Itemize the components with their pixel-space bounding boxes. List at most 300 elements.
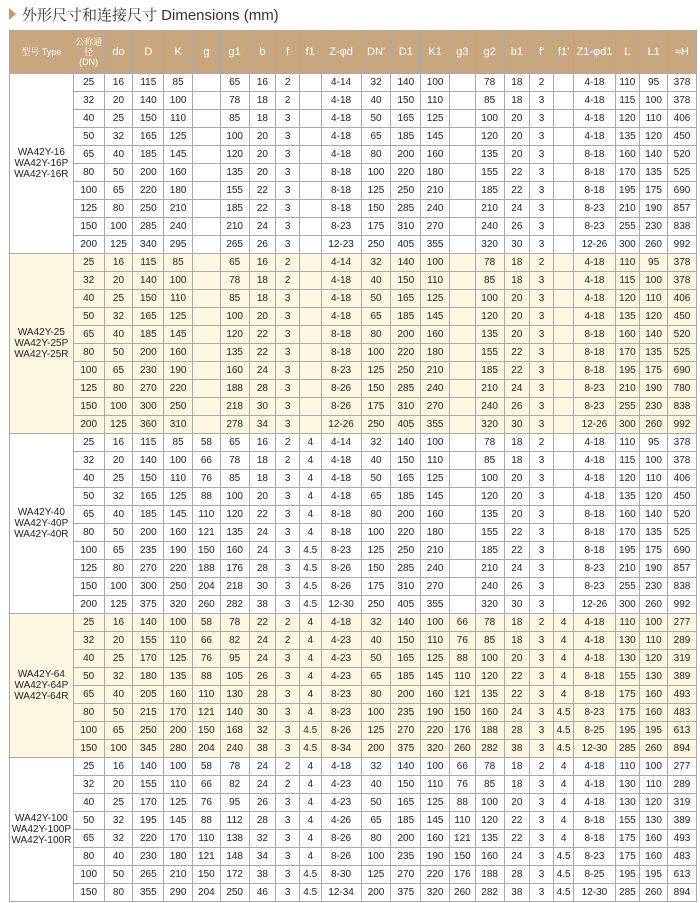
table-cell: 100 [361, 848, 391, 866]
table-cell: 200 [361, 740, 391, 758]
table-cell: 25 [104, 290, 133, 308]
table-cell: 4-18 [574, 308, 615, 326]
table-cell: 4-18 [321, 128, 361, 146]
table-cell: 120 [220, 506, 249, 524]
table-cell: 320 [475, 596, 504, 614]
table-cell: 180 [164, 182, 193, 200]
table-cell: 3 [530, 578, 554, 596]
table-cell [553, 290, 574, 308]
table-cell: 3 [530, 470, 554, 488]
table-cell: 300 [615, 596, 640, 614]
table-cell: 690 [667, 362, 696, 380]
table-cell [193, 128, 221, 146]
table-row [10, 470, 697, 488]
table-cell: 12-26 [574, 236, 615, 254]
table-cell: 20 [504, 326, 530, 344]
table-cell: 345 [133, 740, 164, 758]
table-cell: 85 [475, 632, 504, 650]
table-cell: 188 [475, 866, 504, 884]
table-cell: 22 [504, 830, 530, 848]
table-cell: 3 [530, 128, 554, 146]
table-cell: 40 [361, 632, 391, 650]
table-cell: 8-18 [321, 164, 361, 182]
table-cell: 125 [164, 308, 193, 326]
table-cell: 520 [667, 326, 696, 344]
table-cell: 24 [504, 560, 530, 578]
table-cell: 20 [104, 272, 133, 290]
table-cell: 50 [73, 488, 104, 506]
table-cell: 65 [220, 74, 249, 92]
table-cell: 8-23 [321, 542, 361, 560]
table-cell: 65 [104, 542, 133, 560]
table-row [10, 704, 697, 722]
table-cell: 8-18 [321, 326, 361, 344]
table-cell: 110 [615, 758, 640, 776]
table-cell: 4-18 [574, 650, 615, 668]
table-cell: 493 [667, 686, 696, 704]
table-cell: 100 [164, 92, 193, 110]
table-cell: 24 [249, 776, 276, 794]
table-cell: 20 [504, 794, 530, 812]
table-cell: 12-26 [574, 596, 615, 614]
table-cell [450, 164, 476, 182]
table-cell: 613 [667, 722, 696, 740]
table-cell: 100 [73, 362, 104, 380]
table-cell: 65 [73, 326, 104, 344]
table-cell: 140 [133, 614, 164, 632]
table-cell: 8-23 [574, 578, 615, 596]
table-cell [450, 362, 476, 380]
header-type: 型号 Type [10, 31, 74, 74]
table-cell: 3 [530, 740, 554, 758]
table-cell: 50 [104, 524, 133, 542]
table-cell: 76 [193, 794, 221, 812]
table-cell [299, 380, 321, 398]
table-cell: 12-26 [321, 416, 361, 434]
table-cell: 8-18 [574, 542, 615, 560]
table-cell: 18 [504, 632, 530, 650]
table-cell: 250 [133, 200, 164, 218]
table-cell: 285 [615, 740, 640, 758]
table-cell: 155 [475, 524, 504, 542]
table-cell: 115 [615, 92, 640, 110]
table-cell: 110 [164, 290, 193, 308]
table-cell: 4-18 [574, 794, 615, 812]
table-cell: 125 [361, 722, 391, 740]
table-cell: 175 [615, 704, 640, 722]
table-cell [553, 560, 574, 578]
table-cell: 32 [361, 758, 391, 776]
table-cell: 85 [164, 254, 193, 272]
table-cell: 4 [299, 704, 321, 722]
table-cell: 8-23 [321, 362, 361, 380]
table-cell: 170 [164, 704, 193, 722]
table-cell: 310 [391, 398, 421, 416]
table-cell [299, 290, 321, 308]
table-cell: 150 [391, 452, 421, 470]
table-cell [193, 236, 221, 254]
table-cell [553, 398, 574, 416]
table-cell: 200 [391, 506, 421, 524]
table-cell: 25 [73, 614, 104, 632]
table-cell: 20 [504, 290, 530, 308]
table-cell: 20 [249, 488, 276, 506]
table-cell: 185 [391, 308, 421, 326]
table-row [10, 488, 697, 506]
table-cell: 270 [391, 722, 421, 740]
table-cell: 285 [391, 380, 421, 398]
table-cell: 78 [475, 74, 504, 92]
table-cell: 18 [504, 92, 530, 110]
table-cell: 65 [104, 362, 133, 380]
table-cell: 150 [193, 722, 221, 740]
table-cell: 22 [504, 542, 530, 560]
table-cell: 30 [504, 236, 530, 254]
table-cell: 375 [391, 884, 421, 902]
table-cell: 4-18 [321, 146, 361, 164]
table-cell [553, 110, 574, 128]
table-cell: 40 [361, 452, 391, 470]
table-row [10, 686, 697, 704]
table-cell: 405 [391, 416, 421, 434]
table-cell [450, 470, 476, 488]
header-do: do [104, 31, 133, 74]
table-cell: 8-25 [574, 866, 615, 884]
table-cell: 260 [640, 884, 668, 902]
table-cell: 3 [530, 830, 554, 848]
table-cell: 220 [133, 182, 164, 200]
table-cell: 3 [276, 488, 300, 506]
table-cell: 100 [361, 164, 391, 182]
table-cell: 100 [73, 182, 104, 200]
table-cell: 82 [220, 632, 249, 650]
table-cell: 4 [299, 470, 321, 488]
table-cell: 80 [104, 200, 133, 218]
table-cell [193, 416, 221, 434]
table-cell: 24 [249, 218, 276, 236]
table-cell: 2 [530, 254, 554, 272]
table-cell: 135 [640, 344, 668, 362]
table-cell: 355 [421, 236, 450, 254]
table-cell: 450 [667, 488, 696, 506]
table-cell: 66 [193, 452, 221, 470]
table-cell: 218 [220, 578, 249, 596]
table-cell: 40 [361, 272, 391, 290]
table-cell: 250 [133, 722, 164, 740]
table-cell: 8-34 [321, 740, 361, 758]
table-cell: 65 [104, 182, 133, 200]
table-cell: 4.5 [299, 596, 321, 614]
table-cell: 78 [220, 614, 249, 632]
table-cell: 8-26 [321, 848, 361, 866]
table-cell: 125 [361, 542, 391, 560]
table-cell [193, 398, 221, 416]
table-cell: 65 [361, 128, 391, 146]
table-cell: 3 [276, 542, 300, 560]
table-cell: 8-26 [321, 578, 361, 596]
table-cell: 16 [104, 434, 133, 452]
table-cell: 4-23 [321, 776, 361, 794]
table-cell: 282 [475, 884, 504, 902]
table-cell [299, 200, 321, 218]
table-cell: 4 [553, 668, 574, 686]
table-cell: 100 [164, 758, 193, 776]
table-cell: 165 [133, 488, 164, 506]
table-cell: 195 [640, 866, 668, 884]
table-cell: 125 [361, 866, 391, 884]
table-cell: 115 [133, 254, 164, 272]
table-cell: 18 [249, 290, 276, 308]
table-cell [450, 128, 476, 146]
table-cell [450, 146, 476, 164]
header-g2: g2 [475, 31, 504, 74]
header-z1-d1: Z1-φd1 [574, 31, 615, 74]
table-cell: 82 [220, 776, 249, 794]
table-cell: 378 [667, 272, 696, 290]
table-cell: 4 [553, 830, 574, 848]
table-cell: 130 [615, 794, 640, 812]
table-cell [553, 470, 574, 488]
table-cell: 100 [475, 794, 504, 812]
table-cell: 150 [73, 578, 104, 596]
table-cell: 30 [249, 398, 276, 416]
table-cell: 210 [615, 560, 640, 578]
table-cell: 8-18 [574, 182, 615, 200]
table-cell: 520 [667, 146, 696, 164]
table-cell: 378 [667, 452, 696, 470]
table-cell: 160 [421, 326, 450, 344]
table-cell: 160 [421, 506, 450, 524]
table-cell: 8-25 [574, 722, 615, 740]
type-cell [10, 254, 74, 434]
type-label: WA42Y-40 [17, 507, 65, 518]
table-cell: 3 [530, 146, 554, 164]
table-cell: 160 [475, 848, 504, 866]
table-cell: 190 [640, 200, 668, 218]
table-row [10, 758, 697, 776]
table-cell: 355 [421, 596, 450, 614]
table-cell [553, 416, 574, 434]
header-f-prime: f' [530, 31, 554, 74]
table-cell: 4 [553, 650, 574, 668]
table-cell [450, 200, 476, 218]
table-cell: 3 [276, 866, 300, 884]
table-cell: 65 [220, 434, 249, 452]
type-label: WA42Y-64 [17, 669, 65, 680]
table-cell: 20 [104, 92, 133, 110]
table-row [10, 740, 697, 758]
table-cell: 4-18 [321, 488, 361, 506]
table-cell: 240 [164, 218, 193, 236]
type-cell [10, 434, 74, 614]
table-cell: 8-26 [321, 560, 361, 578]
table-cell: 2 [276, 74, 300, 92]
table-cell: 3 [530, 488, 554, 506]
table-cell: 320 [475, 416, 504, 434]
table-cell: 215 [133, 704, 164, 722]
table-cell [299, 254, 321, 272]
table-cell: 130 [220, 686, 249, 704]
table-cell: 3 [530, 362, 554, 380]
table-cell: 150 [133, 110, 164, 128]
table-cell: 95 [640, 254, 668, 272]
table-cell: 40 [73, 470, 104, 488]
table-cell: 270 [133, 560, 164, 578]
table-cell: 3 [276, 830, 300, 848]
table-row [10, 290, 697, 308]
table-cell: 150 [450, 704, 476, 722]
table-cell: 100 [640, 272, 668, 290]
table-cell: 220 [391, 164, 421, 182]
table-cell: 8-18 [574, 344, 615, 362]
table-cell: 265 [133, 866, 164, 884]
table-cell: 180 [421, 344, 450, 362]
table-cell: 992 [667, 416, 696, 434]
table-cell: 3 [530, 200, 554, 218]
table-cell [450, 344, 476, 362]
table-cell: 100 [640, 614, 668, 632]
table-cell: 4-18 [574, 632, 615, 650]
table-cell: 4-18 [574, 776, 615, 794]
table-cell: 2 [530, 434, 554, 452]
table-cell: 155 [220, 182, 249, 200]
table-cell: 210 [615, 380, 640, 398]
table-cell: 289 [667, 776, 696, 794]
table-row [10, 146, 697, 164]
table-cell: 150 [193, 866, 221, 884]
table-cell: 160 [220, 362, 249, 380]
table-cell: 120 [640, 308, 668, 326]
table-cell: 25 [104, 794, 133, 812]
table-cell: 188 [475, 722, 504, 740]
table-cell: 160 [421, 830, 450, 848]
table-cell: 205 [133, 686, 164, 704]
table-cell: 3 [276, 884, 300, 902]
table-cell: 170 [615, 344, 640, 362]
table-cell: 4-18 [321, 110, 361, 128]
table-cell: 32 [73, 632, 104, 650]
table-cell: 260 [640, 236, 668, 254]
table-cell: 105 [220, 668, 249, 686]
table-cell: 220 [421, 866, 450, 884]
type-label: WA42Y-25R [14, 349, 69, 360]
table-cell: 3 [276, 650, 300, 668]
table-cell: 170 [133, 794, 164, 812]
table-cell: 145 [421, 668, 450, 686]
table-cell: 100 [475, 650, 504, 668]
table-row [10, 398, 697, 416]
table-cell [553, 434, 574, 452]
table-cell: 25 [73, 758, 104, 776]
table-cell: 3 [530, 848, 554, 866]
header-f1-prime: f1' [553, 31, 574, 74]
table-cell: 250 [220, 884, 249, 902]
table-cell: 300 [133, 398, 164, 416]
table-cell: 16 [249, 254, 276, 272]
table-cell: 3 [276, 506, 300, 524]
table-cell [450, 398, 476, 416]
table-cell: 66 [450, 758, 476, 776]
table-cell: 3 [530, 650, 554, 668]
table-cell: 4.5 [299, 740, 321, 758]
type-label: WA42Y-100P [11, 824, 72, 835]
table-row [10, 542, 697, 560]
table-cell: 65 [361, 812, 391, 830]
table-cell: 125 [104, 236, 133, 254]
table-cell [299, 272, 321, 290]
table-cell: 230 [640, 578, 668, 596]
table-cell: 188 [220, 380, 249, 398]
table-cell: 175 [615, 848, 640, 866]
table-cell: 175 [361, 578, 391, 596]
table-cell: 4 [299, 434, 321, 452]
table-cell: 185 [391, 812, 421, 830]
table-cell: 8-18 [574, 668, 615, 686]
table-cell: 4-18 [321, 290, 361, 308]
table-cell: 110 [193, 686, 221, 704]
table-cell: 389 [667, 812, 696, 830]
table-cell: 190 [164, 542, 193, 560]
table-cell: 125 [73, 380, 104, 398]
table-cell: 115 [133, 434, 164, 452]
table-cell: 210 [475, 380, 504, 398]
table-cell: 140 [133, 92, 164, 110]
table-cell [450, 560, 476, 578]
table-cell: 100 [104, 578, 133, 596]
table-cell: 28 [249, 686, 276, 704]
type-cell [10, 758, 74, 902]
table-cell: 4 [553, 614, 574, 632]
table-cell: 319 [667, 650, 696, 668]
table-cell: 3 [530, 452, 554, 470]
table-cell: 4 [299, 524, 321, 542]
table-cell: 125 [164, 128, 193, 146]
table-row [10, 344, 697, 362]
table-cell: 285 [133, 218, 164, 236]
table-cell: 3 [276, 578, 300, 596]
table-cell: 65 [73, 146, 104, 164]
table-cell: 22 [504, 524, 530, 542]
table-cell: 80 [73, 164, 104, 182]
header-g: g [193, 31, 221, 74]
table-cell: 3 [276, 380, 300, 398]
table-cell: 130 [615, 650, 640, 668]
table-cell: 405 [391, 236, 421, 254]
table-cell: 100 [73, 866, 104, 884]
table-cell: 450 [667, 128, 696, 146]
table-cell: 20 [504, 308, 530, 326]
table-cell: 185 [220, 200, 249, 218]
table-row [10, 380, 697, 398]
table-cell: 140 [391, 74, 421, 92]
table-cell: 188 [193, 560, 221, 578]
table-cell [193, 92, 221, 110]
table-cell [450, 488, 476, 506]
table-cell: 12-30 [321, 596, 361, 614]
table-cell: 3 [530, 560, 554, 578]
table-cell: 32 [361, 74, 391, 92]
table-cell: 690 [667, 542, 696, 560]
table-cell: 210 [164, 866, 193, 884]
table-cell: 160 [164, 164, 193, 182]
table-cell: 4-18 [574, 92, 615, 110]
table-cell: 319 [667, 794, 696, 812]
table-cell: 26 [249, 236, 276, 254]
table-cell: 4-18 [574, 74, 615, 92]
table-cell: 135 [164, 668, 193, 686]
table-cell [553, 200, 574, 218]
table-cell: 8-23 [321, 218, 361, 236]
